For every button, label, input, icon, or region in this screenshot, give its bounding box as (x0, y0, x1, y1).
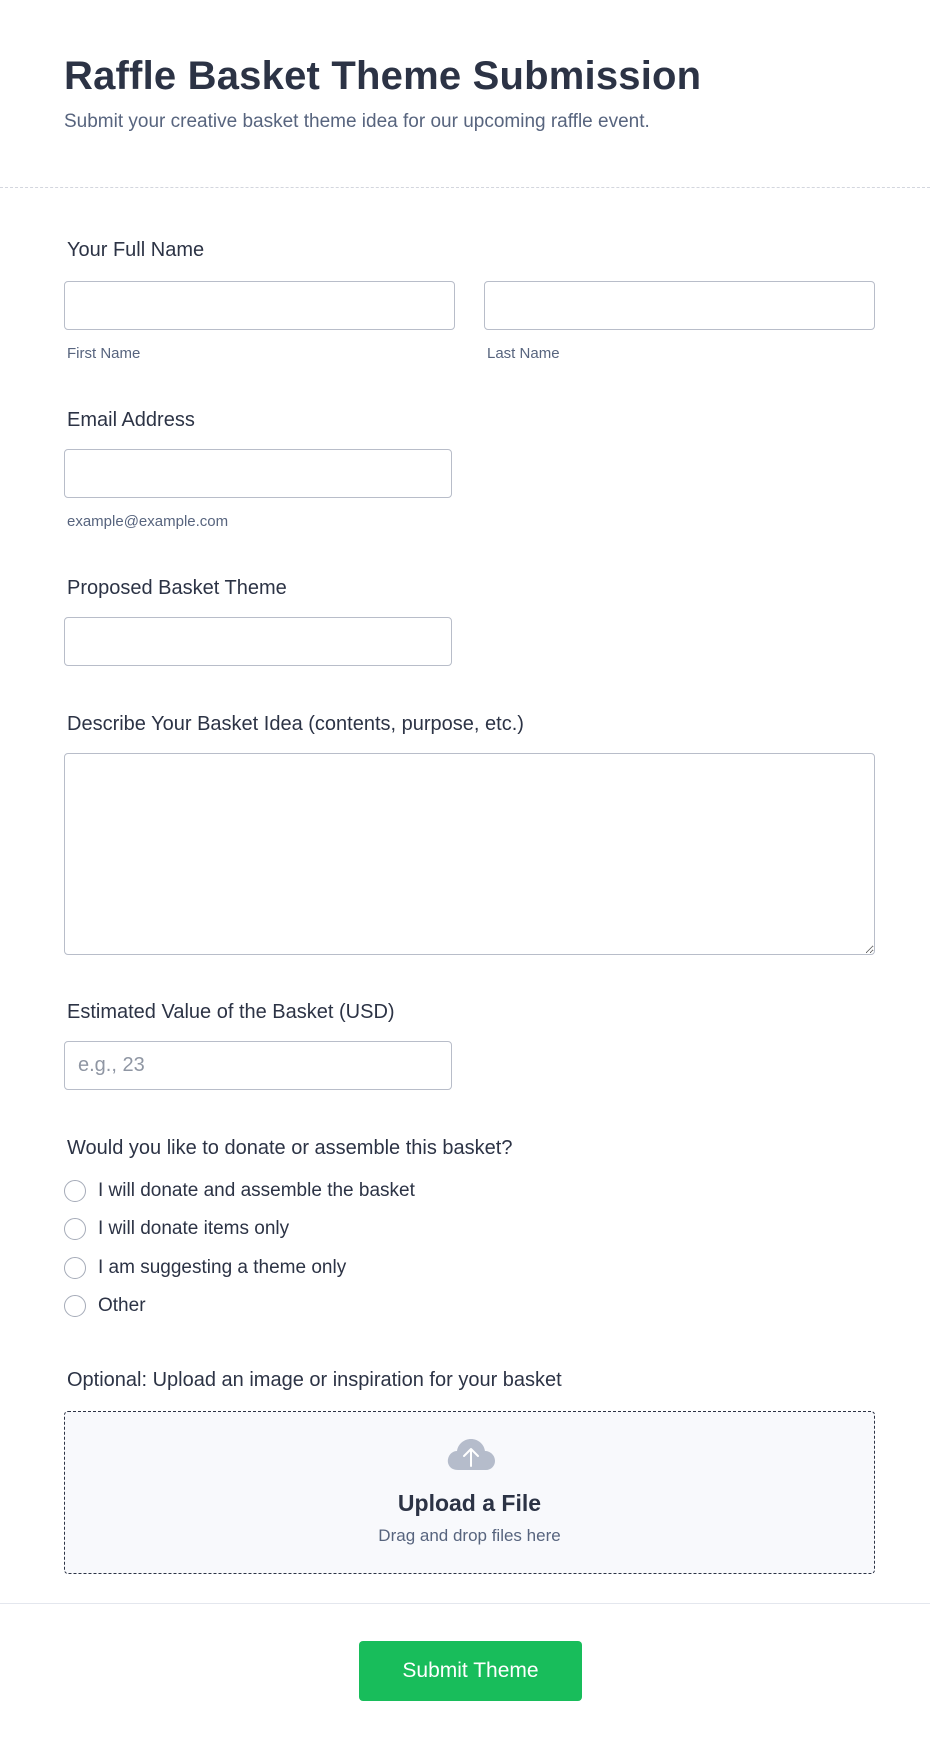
first-name-input[interactable] (64, 281, 455, 330)
form-header (64, 52, 884, 134)
upload-title: Upload a File (397, 1490, 542, 1516)
radio-option-donate-items[interactable] (64, 1216, 289, 1242)
email-label: Email Address (67, 409, 195, 431)
upload-label: Optional: Upload an image or inspiration for your basket (67, 1369, 562, 1391)
header-divider (0, 187, 930, 188)
footer-divider (0, 1603, 930, 1604)
full-name-label: Your Full Name (67, 239, 205, 261)
page-subtitle: Submit your creative basket theme idea for our upcoming raffle event. (64, 111, 650, 132)
radio-option-other[interactable] (64, 1293, 146, 1319)
radio-button[interactable] (64, 1257, 86, 1279)
radio-option-label: I am suggesting a theme only (98, 1257, 347, 1278)
cloud-upload-icon (446, 1436, 496, 1474)
first-name-sublabel: First Name (67, 345, 141, 362)
upload-subtitle: Drag and drop files here (378, 1526, 561, 1545)
estimated-value-input[interactable] (64, 1041, 452, 1090)
estimated-value-label: Estimated Value of the Basket (USD) (67, 1001, 395, 1023)
theme-input[interactable] (64, 617, 452, 666)
file-upload-dropzone[interactable] (64, 1411, 875, 1574)
description-textarea[interactable] (64, 753, 875, 955)
donation-question-label: Would you like to donate or assemble this basket? (67, 1137, 513, 1159)
email-input[interactable] (64, 449, 452, 498)
page-title: Raffle Basket Theme Submission (64, 54, 702, 98)
radio-option-theme-only[interactable] (64, 1255, 346, 1281)
last-name-input[interactable] (484, 281, 875, 330)
last-name-sublabel: Last Name (487, 345, 560, 362)
radio-option-label: I will donate items only (98, 1218, 290, 1239)
description-label: Describe Your Basket Idea (contents, purpose, etc.) (67, 713, 524, 735)
theme-label: Proposed Basket Theme (67, 577, 287, 599)
radio-button[interactable] (64, 1295, 86, 1317)
radio-option-label: I will donate and assemble the basket (98, 1180, 415, 1201)
radio-option-label: Other (98, 1295, 146, 1316)
radio-button[interactable] (64, 1218, 86, 1240)
radio-option-donate-assemble[interactable] (64, 1178, 415, 1204)
email-sublabel: example@example.com (67, 513, 229, 530)
radio-button[interactable] (64, 1180, 86, 1202)
submit-button[interactable]: Submit Theme (359, 1641, 582, 1701)
